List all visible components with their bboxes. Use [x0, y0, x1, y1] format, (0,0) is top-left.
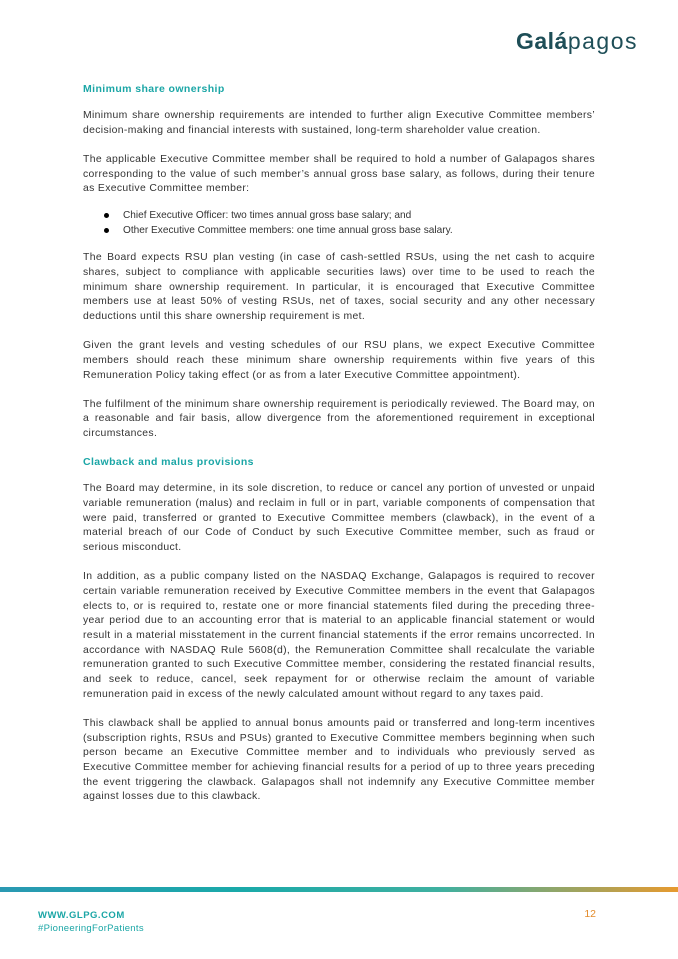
- bullet-list: [83, 208, 595, 238]
- document-body: [83, 83, 595, 819]
- paragraph: The Board may determine, in its sole discretion, to reduce or cancel any portion of unvested or unpaid variable remuneration (malus) and reclaim in full or in part, variable components of compensation that were paid, transferred or granted to Executive Committee members (clawback), in the event of a material breach of our Code of Conduct by such Executive Committee member, such as fraud or serious misconduct.: [83, 483, 595, 554]
- bullet-item: Other Executive Committee members: one time annual gross base salary.: [123, 223, 595, 238]
- paragraph: In addition, as a public company listed on the NASDAQ Exchange, Galapagos is required to recover certain variable remuneration received by Executive Committee members in the event that Galapagos elects to, or is required to, restate one or more financial statements filed during the preceding three-year period due to an accounting error that is material to an applicable financial statement or would result in a material misstatement in the current financial statements if the error remains uncorrected. In accordance with NASDAQ Rule 5608(d), the Remuneration Committee shall recalculate the variable remuneration granted to such Executive Committee member, considering the restated financial results, and seek to reduce, cancel, seek repayment for or otherwise reclaim the amount of variable remuneration paid in excess of the newly calculated amount without regard to any taxes paid.: [83, 571, 595, 700]
- paragraph: The Board expects RSU plan vesting (in case of cash-settled RSUs, using the net cash to acquire shares, subject to compliance with applicable securities laws) over time to be used to reach the minimum share ownership requirement. In particular, it is encouraged that Executive Committee members use at least 50% of vesting RSUs, net of taxes, social security and any other necessary deductions until this share ownership requirement is met.: [83, 252, 595, 323]
- section-heading-clawback-malus: Clawback and malus provisions: [83, 456, 254, 469]
- paragraph: This clawback shall be applied to annual bonus amounts paid or transferred and long-term incentives (subscription rights, RSUs and PSUs) granted to Executive Committee members beginning when such person became an Executive Committee member and to individuals who previously served as Executive Committee member for achieving financial results for a period of up to three years preceding the event triggering the clawback. Galapagos shall not indemnify any Executive Committee member against losses due to this clawback.: [83, 717, 595, 803]
- paragraph: Minimum share ownership requirements are intended to further align Executive Committee members’ decision-making and financial interests with sustained, long-term shareholder value creation.: [83, 110, 595, 136]
- paragraph: Given the grant levels and vesting schedules of our RSU plans, we expect Executive Committee members should reach these minimum share ownership requirements within five years of this Remuneration Policy taking effect (or as from a later Executive Committee appointment).: [83, 340, 595, 381]
- footer-gradient-divider: [0, 887, 678, 892]
- section-heading-minimum-share-ownership: Minimum share ownership: [83, 83, 225, 95]
- galapagos-logo: [516, 28, 638, 55]
- logo-text-bold: Galá: [515, 28, 568, 54]
- bullet-item: Chief Executive Officer: two times annual gross base salary; and: [123, 208, 595, 223]
- paragraph: The fulfilment of the minimum share ownership requirement is periodically reviewed. The Board may, on a reasonable and fair basis, allow divergence from the aforementioned requirement in exceptional circumstances.: [83, 398, 595, 440]
- paragraph: The applicable Executive Committee member shall be required to hold a number of Galapagos shares corresponding to the value of such member’s annual gross base salary, as follows, during their tenure as Executive Committee member:: [83, 153, 595, 195]
- page-number: 12: [584, 908, 596, 920]
- hashtag-link[interactable]: #PioneeringForPatients: [38, 923, 144, 934]
- website-link[interactable]: WWW.GLPG.COM: [38, 910, 125, 921]
- logo-text-light: pagos: [567, 28, 638, 54]
